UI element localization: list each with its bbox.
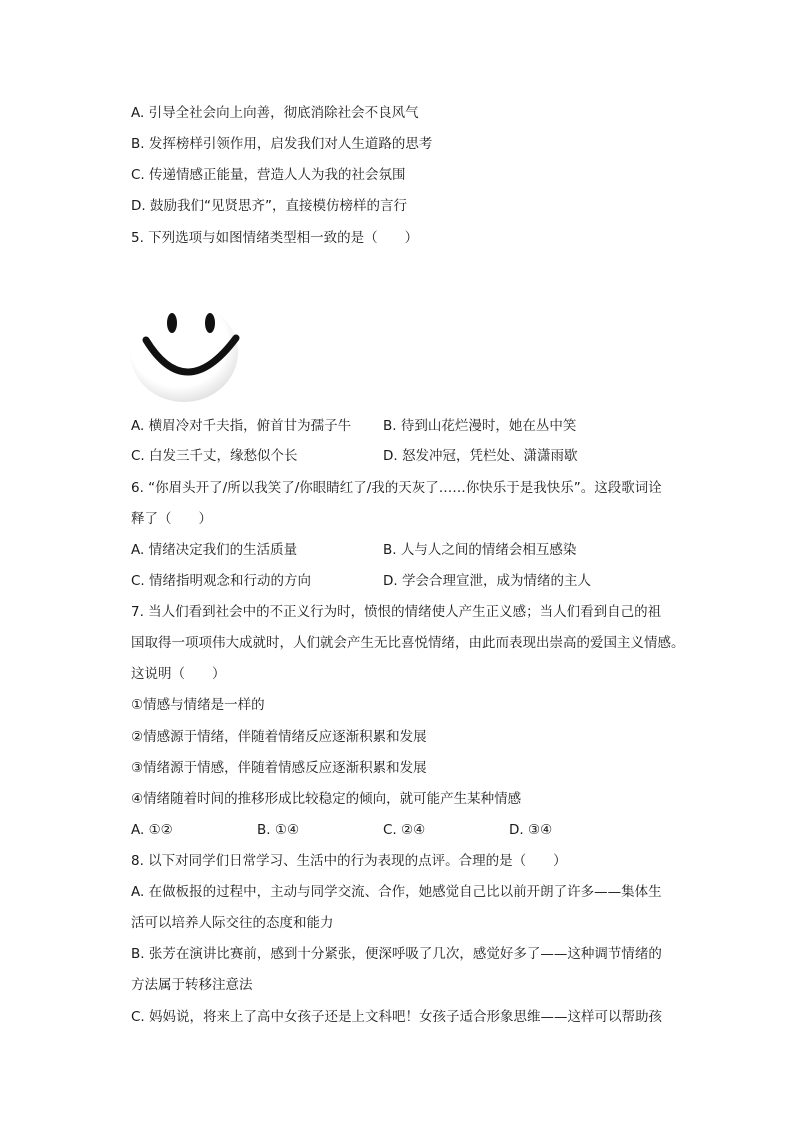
q8-stem: 8. 以下对同学们日常学习、生活中的行为表现的点评。合理的是（ ） [131,853,567,869]
q7-stem-line3: 这说明（ ） [131,666,226,682]
smiley-right-eye [205,313,215,333]
q7-statement-2: ②情感源于情绪，伴随着情绪反应逐渐积累和发展 [131,729,427,745]
q4-option-d: D. 鼓励我们“见贤思齐”，直接模仿榜样的言行 [131,198,407,214]
q5-option-a: A. 横眉冷对千夫指，俯首甘为孺子牛 [131,418,352,434]
q7-stem-line2: 国取得一项项伟大成就时，人们就会产生无比喜悦情绪，由此而表现出崇高的爱国主义情感。 [131,635,685,651]
q6-option-a: A. 情绪决定我们的生活质量 [131,542,298,558]
q6-stem-line2: 释了（ ） [131,511,212,527]
q5-option-d: D. 怒发冲冠，凭栏处、潇潇雨歇 [383,448,578,464]
smiley-left-eye [167,313,177,333]
q5-stem: 5. 下列选项与如图情绪类型相一致的是（ ） [131,230,419,246]
q7-statement-1: ①情感与情绪是一样的 [131,697,265,713]
q5-option-b: B. 待到山花烂漫时，她在丛中笑 [383,418,577,434]
q5-option-c: C. 白发三千丈，缘愁似个长 [131,448,298,464]
q4-option-b: B. 发挥榜样引领作用，启发我们对人生道路的思考 [131,136,433,152]
q8-option-b-line2: 方法属于转移注意法 [131,977,253,993]
q4-option-c: C. 传递情感正能量，营造人人为我的社会氛围 [131,167,406,183]
q7-option-d: D. ③④ [509,822,553,838]
q6-option-c: C. 情绪指明观念和行动的方向 [131,573,312,589]
q7-statement-3: ③情绪源于情感，伴随着情感反应逐渐积累和发展 [131,760,427,776]
q7-stem-line1: 7. 当人们看到社会中的不正义行为时，愤恨的情绪使人产生正义感；当人们看到自己的祖 [131,604,662,620]
q7-option-b: B. ①④ [257,822,300,838]
q8-option-b-line1: B. 张芳在演讲比赛前，感到十分紧张，便深呼吸了几次，感觉好多了——这种调节情绪的 [131,946,662,962]
q6-stem-line1: 6. “你眉头开了/所以我笑了/你眼睛红了/我的天灰了……你快乐于是我快乐”。这段歌词诠 [131,480,662,496]
q8-option-a-line1: A. 在做板报的过程中，主动与同学交流、合作，她感觉自己比以前开朗了许多——集体生 [131,884,662,900]
q8-option-a-line2: 活可以培养人际交往的态度和能力 [131,915,334,931]
q7-option-c: C. ②④ [383,822,426,838]
smiley-face-icon [128,300,240,404]
q6-option-d: D. 学会合理宣泄，成为情绪的主人 [383,573,591,589]
q4-option-a: A. 引导全社会向上向善，彻底消除社会不良风气 [131,105,419,121]
q6-option-b: B. 人与人之间的情绪会相互感染 [383,542,577,558]
q7-option-a: A. ①② [131,822,173,838]
q7-statement-4: ④情绪随着时间的推移形成比较稳定的倾向，就可能产生某种情感 [131,791,522,807]
q8-option-c-line1: C. 妈妈说，将来上了高中女孩子还是上文科吧！女孩子适合形象思维——这样可以帮助孩 [131,1009,663,1025]
